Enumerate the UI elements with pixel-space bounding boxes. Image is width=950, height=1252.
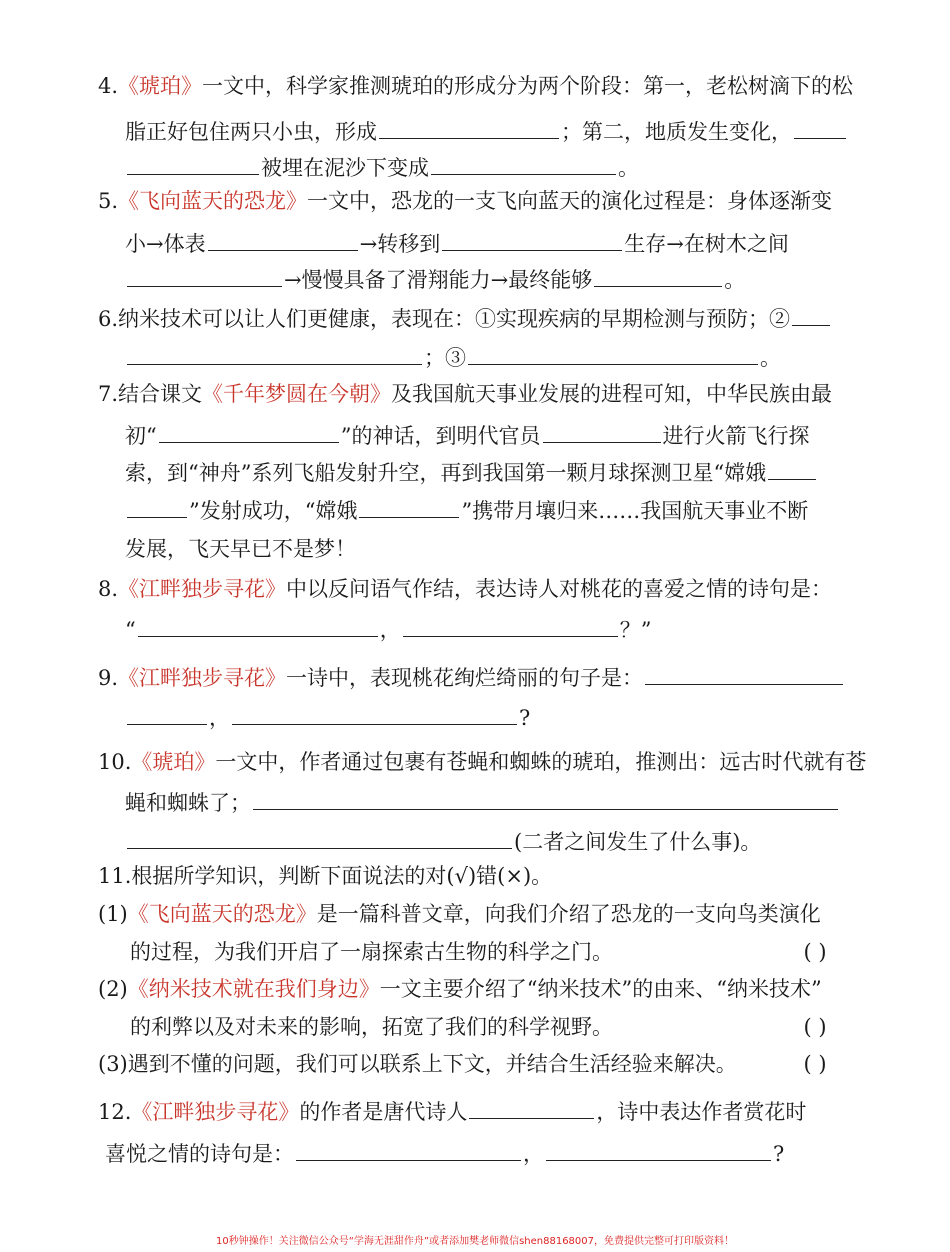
question-9-text-1: 一诗中，表现桃花绚烂绮丽的句子是：: [286, 666, 644, 690]
question-9-book-title: 《江畔独步寻花》: [118, 666, 287, 690]
question-4-text-2a: 脂正好包住两只小虫，形成: [125, 120, 377, 144]
question-4-text-2b: ；第二，地质发生变化，: [561, 120, 792, 144]
item-number: (2): [98, 977, 128, 1001]
question-4-text-3b: 。: [618, 156, 639, 180]
question-7-text-1a: 结合课文: [118, 382, 203, 406]
answer-blank[interactable]: [792, 303, 830, 326]
question-4-text-3a: 被埋在泥沙下变成: [261, 156, 429, 180]
answer-blank[interactable]: [159, 420, 339, 443]
question-5-book-title: 《飞向蓝天的恐龙》: [118, 189, 308, 213]
question-7-text-3: 索，到“神舟”系列飞船发射升空，再到我国第一颗月球探测卫星“嫦娥: [125, 461, 767, 485]
question-5-text-2c: 生存→在树木之间: [624, 232, 789, 256]
question-10-number: 10.: [98, 750, 132, 774]
question-7-text-2c: 进行火箭飞行探: [662, 424, 810, 448]
question-10-text-1: 一文中，作者通过包裹有苍蝇和蜘蛛的琥珀，推测出：远古时代就有苍: [215, 750, 867, 774]
answer-blank[interactable]: [794, 116, 846, 139]
question-5-text-3a: →慢慢具备了滑翔能力→最终能够: [284, 268, 593, 292]
answer-blank[interactable]: [127, 264, 282, 287]
answer-blank[interactable]: [127, 826, 512, 849]
answer-blank[interactable]: [546, 1138, 771, 1161]
question-8-text-1: 中以反问语气作结，表达诗人对桃花的喜爱之情的诗句是：: [286, 577, 833, 601]
question-4-line-1: [98, 72, 853, 100]
question-10-text-3: (二者之间发生了什么事)。: [514, 830, 762, 854]
question-6-line-2: [125, 342, 781, 372]
item-1-book-title: 《飞向蓝天的恐龙》: [127, 902, 317, 926]
answer-blank[interactable]: [768, 457, 816, 480]
answer-paren[interactable]: ( ): [803, 1052, 827, 1076]
item-1-text-1: 是一篇科普文章，向我们介绍了恐龙的一支向鸟类演化: [316, 902, 821, 926]
question-12-line-1: [98, 1096, 806, 1126]
question-8-text-2b: ，: [379, 618, 401, 642]
question-4-book-title: 《琥珀》: [118, 74, 203, 98]
question-11-item-2-line-1: [98, 975, 822, 1003]
answer-paren[interactable]: ( ): [803, 940, 827, 964]
question-8-line-2: [125, 614, 652, 644]
question-7-number: 7.: [98, 382, 119, 406]
question-4-line-2: [125, 116, 848, 146]
answer-blank[interactable]: [403, 614, 618, 637]
question-5-line-2: [125, 228, 789, 258]
item-1-text-2: 的过程，为我们开启了一扇探索古生物的科学之门。: [130, 940, 613, 964]
answer-blank[interactable]: [138, 614, 378, 637]
question-12-text-2b: ，: [523, 1142, 544, 1166]
footer-promo-text: 10秒钟操作！关注微信公众号“学海无涯甜作舟”或者添加樊老师微信shen88168007，免费提供完整可打印版资料！: [215, 1236, 735, 1247]
question-7-text-1b: 及我国航天事业发展的进程可知，中华民族由最: [391, 382, 833, 406]
question-4-text-1: 一文中，科学家推测琥珀的形成分为两个阶段：第一，老松树滴下的松: [202, 74, 854, 98]
question-7-line-2: [125, 420, 810, 450]
question-10-line-3: [125, 826, 761, 856]
item-2-text-1: 一文主要介绍了“纳米技术”的由来、“纳米技术”: [379, 977, 822, 1001]
question-5-number: 5.: [98, 189, 119, 213]
question-6-text-1: 纳米技术可以让人们更健康，表现在：①实现疾病的早期检测与预防；②: [118, 307, 791, 331]
answer-blank[interactable]: [127, 495, 187, 518]
answer-blank[interactable]: [127, 702, 207, 725]
answer-blank[interactable]: [232, 702, 517, 725]
question-4-line-3: [125, 152, 639, 182]
answer-blank[interactable]: [127, 152, 259, 175]
item-2-book-title: 《纳米技术就在我们身边》: [127, 977, 380, 1001]
question-10-line-2: [125, 787, 840, 817]
question-7-line-3: [125, 457, 818, 487]
question-6-line-1: [98, 303, 832, 333]
question-7-text-2a: 初“: [125, 424, 157, 448]
question-5-line-1: [98, 187, 832, 215]
question-8-book-title: 《江畔独步寻花》: [118, 577, 287, 601]
question-10-book-title: 《琥珀》: [131, 750, 216, 774]
answer-blank[interactable]: [442, 228, 622, 251]
question-7-text-5: 发展，飞天早已不是梦！: [125, 537, 356, 561]
answer-paren[interactable]: ( ): [803, 1015, 827, 1039]
answer-blank[interactable]: [431, 152, 616, 175]
answer-blank[interactable]: [253, 787, 838, 810]
question-7-book-title: 《千年梦圆在今朝》: [202, 382, 392, 406]
item-3-text: (3)遇到不懂的问题，我们可以联系上下文，并结合生活经验来解决。: [98, 1052, 737, 1076]
question-12-text-2a: 喜悦之情的诗句是：: [105, 1142, 294, 1166]
item-number: (1): [98, 902, 128, 926]
question-9-number: 9.: [98, 666, 119, 690]
question-7-text-4a: ”发射成功，“嫦娥: [189, 499, 358, 523]
question-7-line-4: [125, 495, 808, 525]
question-8-line-1: [98, 575, 832, 603]
question-9-text-2a: ，: [209, 706, 230, 730]
question-7-text-4b: ”携带月壤归来……我国航天事业不断: [461, 499, 809, 523]
question-12-text-2c: ?: [773, 1142, 785, 1166]
question-12-book-title: 《江畔独步寻花》: [131, 1100, 300, 1124]
question-6-number: 6.: [98, 307, 119, 331]
question-10-text-2: 蝇和蜘蛛了；: [125, 791, 251, 815]
question-10-line-1: [98, 748, 866, 776]
question-5-text-3b: 。: [724, 268, 746, 292]
answer-blank[interactable]: [645, 662, 843, 685]
answer-blank[interactable]: [468, 342, 758, 365]
question-7-text-2b: ”的神话，到明代官员: [340, 424, 541, 448]
answer-blank[interactable]: [208, 228, 358, 251]
question-6-text-2a: ；③: [424, 346, 466, 370]
question-7-line-1: [98, 380, 832, 408]
question-9-line-2: [125, 702, 530, 732]
question-12-number: 12.: [98, 1100, 132, 1124]
question-8-text-2a: “: [125, 618, 136, 642]
question-5-text-2a: 小→体表: [125, 232, 206, 256]
answer-blank[interactable]: [594, 264, 722, 287]
question-9-line-1: [98, 662, 845, 692]
question-12-line-2: [105, 1138, 784, 1168]
question-7-line-5: [125, 535, 356, 563]
question-11-intro: [98, 862, 552, 890]
answer-blank[interactable]: [469, 1096, 594, 1119]
answer-blank[interactable]: [359, 495, 459, 518]
question-11-number: 11.: [98, 864, 132, 888]
question-11-item-3: [98, 1050, 850, 1078]
question-11-item-1-line-2: [130, 938, 850, 966]
answer-blank[interactable]: [296, 1138, 521, 1161]
question-9-text-2b: ?: [519, 706, 531, 730]
question-12-text-1a: 的作者是唐代诗人: [299, 1100, 468, 1124]
question-11-item-2-line-2: [130, 1013, 850, 1041]
answer-blank[interactable]: [127, 342, 422, 365]
answer-blank[interactable]: [379, 116, 559, 139]
question-5-text-2b: →转移到: [359, 232, 441, 256]
question-5-text-1: 一文中，恐龙的一支飞向蓝天的演化过程是：身体逐渐变: [307, 189, 833, 213]
question-11-item-1-line-1: [98, 900, 821, 928]
question-6-text-2b: 。: [760, 346, 781, 370]
question-11-intro-text: 根据所学知识，判断下面说法的对(√)错(×)。: [131, 864, 553, 888]
item-2-text-2: 的利弊以及对未来的影响，拓宽了我们的科学视野。: [130, 1015, 613, 1039]
question-8-text-2c: ？”: [619, 618, 652, 642]
question-8-number: 8.: [98, 577, 119, 601]
question-12-text-1b: ，诗中表达作者赏花时: [596, 1100, 807, 1124]
question-5-line-3: [125, 264, 745, 294]
answer-blank[interactable]: [543, 420, 661, 443]
question-4-number: 4.: [98, 74, 119, 98]
